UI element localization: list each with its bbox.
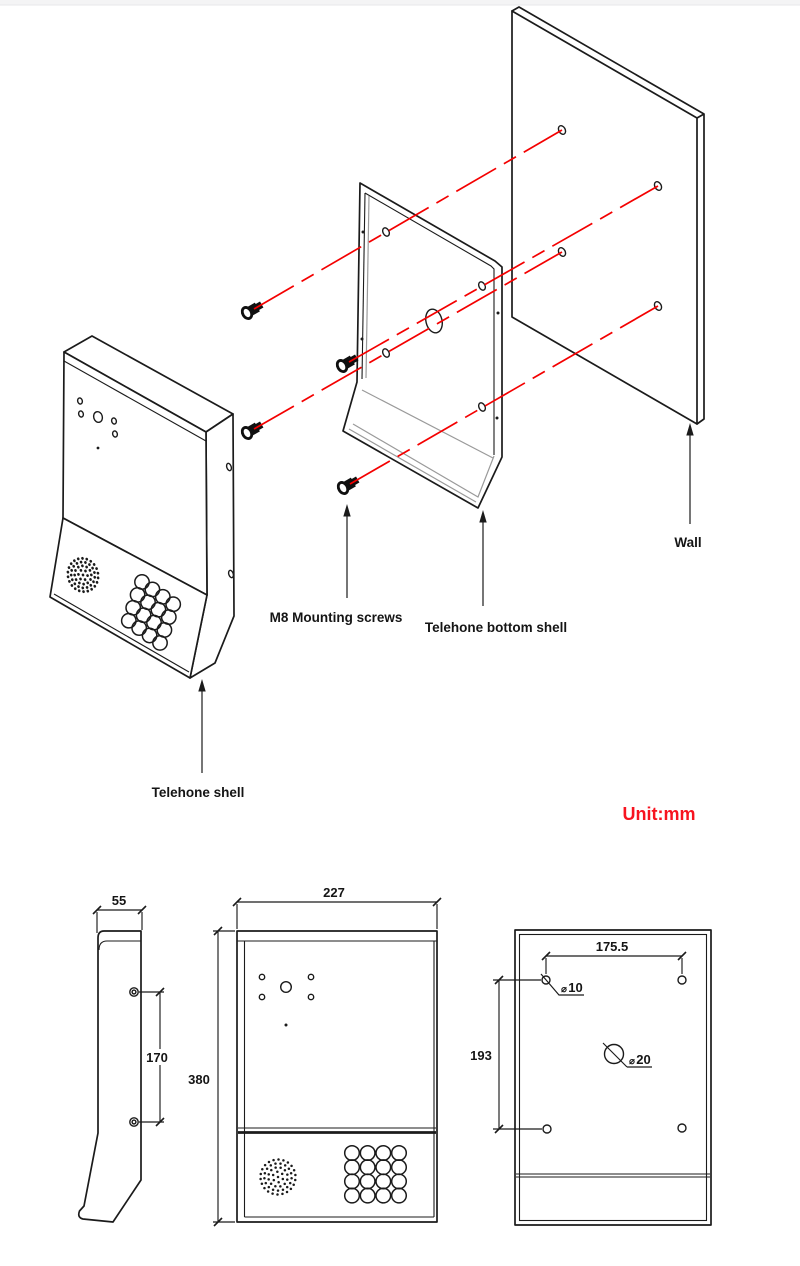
dim-side-hole-spacing xyxy=(139,988,173,1126)
dim-front-width xyxy=(233,885,441,929)
callout-wall xyxy=(674,423,701,550)
front-view xyxy=(184,885,441,1226)
svg-text:⌀: ⌀ xyxy=(561,984,567,995)
svg-text:170: 170 xyxy=(146,1050,168,1065)
dimension-views xyxy=(79,885,711,1226)
svg-text:175.5: 175.5 xyxy=(595,939,629,954)
m8-screw xyxy=(336,474,360,495)
unit-note: Unit:mm xyxy=(622,804,696,824)
svg-text:227: 227 xyxy=(323,885,345,900)
side-view xyxy=(79,893,173,1222)
callout-bottom-shell xyxy=(425,510,567,635)
svg-text:193: 193 xyxy=(470,1048,492,1063)
telephone-shell-label: Telehone shell xyxy=(151,785,245,800)
dim-side-width xyxy=(93,893,146,933)
page-top-strip xyxy=(0,0,800,5)
dim-front-height xyxy=(184,927,235,1226)
callout-telephone-shell xyxy=(152,679,245,800)
m8-screws xyxy=(240,299,360,495)
m8-screw xyxy=(240,419,264,440)
svg-text:20: 20 xyxy=(636,1052,651,1067)
telephone-bottom-shell xyxy=(343,183,502,508)
svg-text:55: 55 xyxy=(111,893,127,908)
svg-text:⌀: ⌀ xyxy=(629,1056,635,1067)
m8-screw xyxy=(240,299,264,320)
back-plate-view xyxy=(470,930,711,1225)
svg-text:380: 380 xyxy=(188,1072,210,1087)
wall-panel xyxy=(512,7,704,424)
telephone-shell xyxy=(50,336,234,678)
bottom-shell-label: Telehone bottom shell xyxy=(424,620,568,635)
m8-screws-label: M8 Mounting screws xyxy=(269,610,403,625)
exploded-view xyxy=(50,7,704,824)
svg-text:10: 10 xyxy=(568,980,583,995)
callout-m8-screws xyxy=(270,504,403,625)
wall-label: Wall xyxy=(674,535,702,550)
